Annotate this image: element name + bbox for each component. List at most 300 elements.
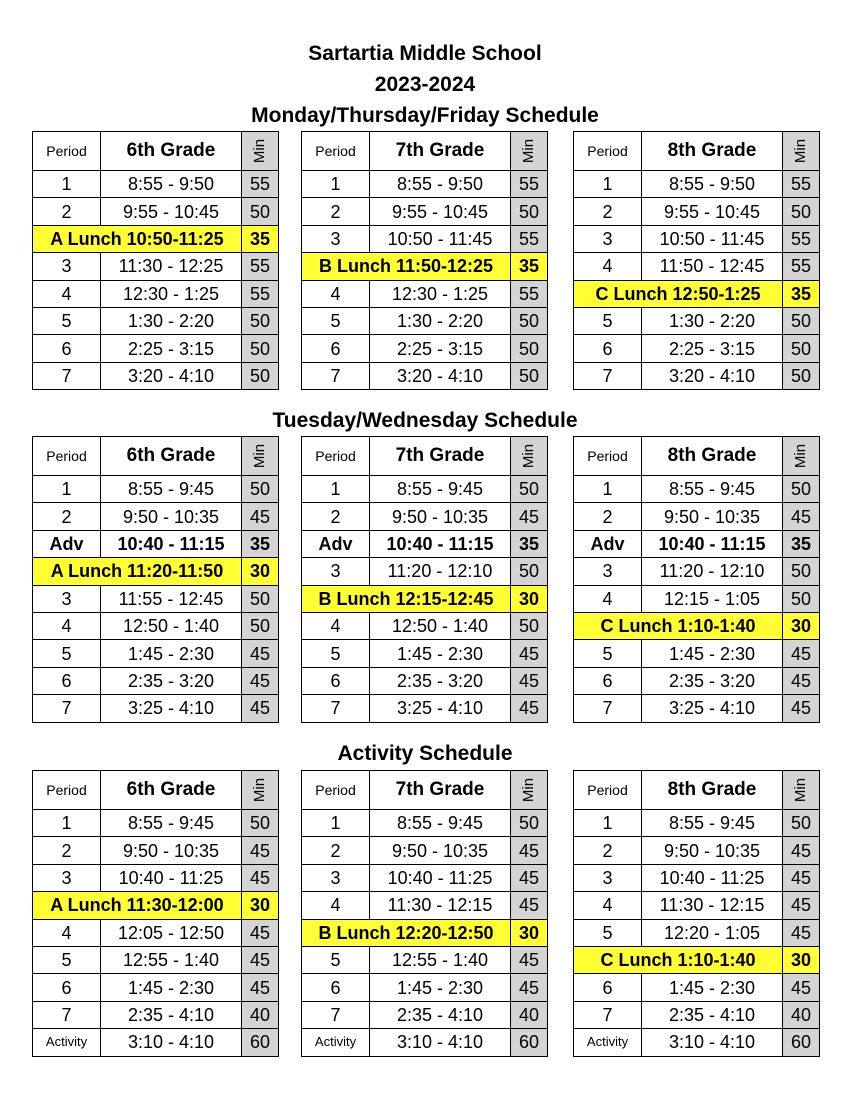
period-cell: 5 <box>33 640 101 667</box>
minutes-cell: 45 <box>783 892 820 919</box>
time-cell: 8:55 - 9:45 <box>642 476 783 503</box>
time-cell: 1:45 - 2:30 <box>642 640 783 667</box>
time-cell: 2:35 - 4:10 <box>370 1001 511 1028</box>
period-cell: 2 <box>302 837 370 864</box>
period-cell: 5 <box>302 307 370 334</box>
minutes-header-cell <box>511 132 548 171</box>
table-row <box>33 307 279 334</box>
school-year: 2023-2024 <box>374 73 476 96</box>
minutes-cell: 50 <box>242 335 279 362</box>
table-row <box>33 171 279 198</box>
time-cell: 1:45 - 2:30 <box>101 974 242 1001</box>
period-cell: 5 <box>33 946 101 973</box>
table-row <box>574 253 820 280</box>
period-cell: 7 <box>574 1001 642 1028</box>
table-row <box>33 667 279 694</box>
time-cell: 9:55 - 10:45 <box>642 198 783 225</box>
period-cell: 7 <box>302 1001 370 1028</box>
period-cell: Activity <box>574 1029 642 1056</box>
period-cell: 7 <box>574 362 642 389</box>
table-row <box>302 640 548 667</box>
lunch-row <box>574 612 820 639</box>
period-header: Period <box>574 132 642 171</box>
grade-header: 7th Grade <box>370 771 511 810</box>
minutes-cell: 45 <box>511 640 548 667</box>
minutes-cell: 45 <box>783 864 820 891</box>
table-row <box>574 585 820 612</box>
minutes-cell: 50 <box>511 307 548 334</box>
time-cell: 2:35 - 3:20 <box>370 667 511 694</box>
schedule-table <box>32 770 279 1057</box>
minutes-cell: 55 <box>783 171 820 198</box>
minutes-cell: 30 <box>511 585 548 612</box>
grade-header: 8th Grade <box>642 771 783 810</box>
table-row <box>302 695 548 722</box>
time-cell: 12:20 - 1:05 <box>642 919 783 946</box>
time-cell: 1:30 - 2:20 <box>370 307 511 334</box>
period-cell: 2 <box>33 198 101 225</box>
time-cell: 12:50 - 1:40 <box>101 612 242 639</box>
minutes-cell: 60 <box>783 1029 820 1056</box>
table-row <box>302 225 548 252</box>
table-row <box>33 640 279 667</box>
period-header: Period <box>33 132 101 171</box>
period-cell: 5 <box>33 307 101 334</box>
table-row <box>574 171 820 198</box>
schedule-table <box>573 436 820 723</box>
period-cell: 1 <box>302 171 370 198</box>
minutes-cell: 50 <box>242 198 279 225</box>
section-title: Activity Schedule <box>337 742 513 765</box>
time-cell: 11:55 - 12:45 <box>101 585 242 612</box>
minutes-cell: 45 <box>242 864 279 891</box>
time-cell: 2:25 - 3:15 <box>642 335 783 362</box>
period-cell: 7 <box>302 362 370 389</box>
minutes-cell: 40 <box>511 1001 548 1028</box>
minutes-cell: 45 <box>242 667 279 694</box>
lunch-cell: B Lunch 12:15-12:45 <box>302 585 511 612</box>
table-row <box>33 503 279 530</box>
period-cell: 1 <box>574 476 642 503</box>
minutes-cell: 45 <box>783 667 820 694</box>
time-cell: 8:55 - 9:50 <box>101 171 242 198</box>
table-row <box>302 974 548 1001</box>
minutes-cell: 45 <box>783 695 820 722</box>
time-cell: 10:40 - 11:25 <box>370 864 511 891</box>
minutes-cell: 30 <box>242 558 279 585</box>
lunch-cell: C Lunch 1:10-1:40 <box>574 946 783 973</box>
table-row <box>574 198 820 225</box>
time-cell: 2:25 - 3:15 <box>101 335 242 362</box>
schedule-table <box>573 770 820 1057</box>
table-header-row <box>33 132 279 171</box>
time-cell: 2:35 - 4:10 <box>101 1001 242 1028</box>
lunch-row <box>302 253 548 280</box>
table-row <box>302 362 548 389</box>
minutes-cell: 45 <box>783 919 820 946</box>
table-header-row <box>574 771 820 810</box>
period-cell: 4 <box>33 919 101 946</box>
period-cell: 5 <box>302 946 370 973</box>
minutes-cell: 35 <box>242 530 279 557</box>
period-cell: 5 <box>574 919 642 946</box>
lunch-row <box>33 892 279 919</box>
period-cell: 3 <box>574 225 642 252</box>
grade-header: 6th Grade <box>101 437 242 476</box>
table-header-row <box>574 437 820 476</box>
time-cell: 3:10 - 4:10 <box>101 1029 242 1056</box>
time-cell: 11:20 - 12:10 <box>370 558 511 585</box>
time-cell: 8:55 - 9:50 <box>642 171 783 198</box>
grade-header: 6th Grade <box>101 771 242 810</box>
lunch-row <box>574 280 820 307</box>
period-cell: 6 <box>574 667 642 694</box>
section-title: Tuesday/Wednesday Schedule <box>272 409 578 432</box>
period-header: Period <box>302 132 370 171</box>
minutes-cell: 50 <box>783 335 820 362</box>
period-cell: 2 <box>33 503 101 530</box>
minutes-cell: 55 <box>511 280 548 307</box>
time-cell: 2:35 - 3:20 <box>642 667 783 694</box>
period-cell: 2 <box>302 198 370 225</box>
table-row <box>33 1029 279 1056</box>
table-row <box>302 503 548 530</box>
period-cell: 4 <box>302 280 370 307</box>
lunch-cell: A Lunch 11:20-11:50 <box>33 558 242 585</box>
minutes-cell: 40 <box>783 1001 820 1028</box>
minutes-cell: 45 <box>783 837 820 864</box>
table-row <box>574 503 820 530</box>
minutes-cell: 50 <box>783 585 820 612</box>
period-header: Period <box>574 771 642 810</box>
time-cell: 10:40 - 11:25 <box>101 864 242 891</box>
table-row <box>574 837 820 864</box>
lunch-cell: B Lunch 12:20-12:50 <box>302 919 511 946</box>
time-cell: 8:55 - 9:50 <box>370 171 511 198</box>
minutes-cell: 50 <box>783 198 820 225</box>
table-row <box>574 810 820 837</box>
minutes-cell: 45 <box>511 503 548 530</box>
table-header-row <box>302 771 548 810</box>
period-cell: 4 <box>33 612 101 639</box>
period-cell: 4 <box>302 892 370 919</box>
table-row <box>574 1001 820 1028</box>
time-cell: 3:10 - 4:10 <box>642 1029 783 1056</box>
minutes-cell: 35 <box>511 253 548 280</box>
table-row <box>302 280 548 307</box>
table-row <box>302 171 548 198</box>
minutes-cell: 45 <box>783 640 820 667</box>
minutes-cell: 45 <box>511 946 548 973</box>
minutes-header-cell <box>783 132 820 171</box>
period-cell: 1 <box>574 810 642 837</box>
period-cell: 3 <box>574 558 642 585</box>
minutes-cell: 40 <box>242 1001 279 1028</box>
minutes-cell: 30 <box>783 612 820 639</box>
minutes-header: Min <box>519 777 537 803</box>
period-cell: 4 <box>574 253 642 280</box>
table-header-row <box>302 437 548 476</box>
time-cell: 11:50 - 12:45 <box>642 253 783 280</box>
table-header-row <box>302 132 548 171</box>
minutes-header: Min <box>519 443 537 469</box>
table-row <box>574 919 820 946</box>
table-row <box>302 558 548 585</box>
period-cell: 6 <box>302 974 370 1001</box>
time-cell: 12:55 - 1:40 <box>370 946 511 973</box>
period-cell: 7 <box>33 695 101 722</box>
period-header: Period <box>33 437 101 476</box>
time-cell: 3:25 - 4:10 <box>370 695 511 722</box>
minutes-cell: 45 <box>783 974 820 1001</box>
period-cell: 1 <box>33 810 101 837</box>
table-row <box>33 864 279 891</box>
lunch-cell: A Lunch 11:30-12:00 <box>33 892 242 919</box>
table-row <box>33 585 279 612</box>
time-cell: 1:45 - 2:30 <box>642 974 783 1001</box>
time-cell: 10:40 - 11:25 <box>642 864 783 891</box>
schedule-table <box>32 131 279 390</box>
time-cell: 1:45 - 2:30 <box>370 974 511 1001</box>
minutes-header-cell <box>242 132 279 171</box>
time-cell: 10:50 - 11:45 <box>370 225 511 252</box>
minutes-cell: 45 <box>511 667 548 694</box>
period-cell: 2 <box>574 837 642 864</box>
table-row <box>302 612 548 639</box>
time-cell: 3:25 - 4:10 <box>101 695 242 722</box>
table-row <box>33 695 279 722</box>
minutes-cell: 30 <box>511 919 548 946</box>
time-cell: 8:55 - 9:45 <box>101 810 242 837</box>
table-row <box>574 667 820 694</box>
minutes-cell: 35 <box>511 530 548 557</box>
schedule-table <box>301 131 548 390</box>
grade-header: 7th Grade <box>370 437 511 476</box>
period-cell: 1 <box>33 476 101 503</box>
period-cell: 6 <box>574 974 642 1001</box>
time-cell: 1:30 - 2:20 <box>101 307 242 334</box>
time-cell: 3:20 - 4:10 <box>101 362 242 389</box>
table-row <box>302 667 548 694</box>
grade-header: 8th Grade <box>642 437 783 476</box>
period-cell: 4 <box>302 612 370 639</box>
time-cell: 8:55 - 9:45 <box>370 476 511 503</box>
minutes-cell: 35 <box>242 225 279 252</box>
minutes-cell: 45 <box>783 503 820 530</box>
minutes-cell: 55 <box>242 280 279 307</box>
minutes-cell: 50 <box>783 476 820 503</box>
minutes-cell: 45 <box>511 695 548 722</box>
time-cell: 12:50 - 1:40 <box>370 612 511 639</box>
period-cell: 5 <box>574 307 642 334</box>
lunch-row <box>302 919 548 946</box>
table-row <box>33 280 279 307</box>
minutes-cell: 55 <box>511 225 548 252</box>
minutes-cell: 50 <box>511 476 548 503</box>
minutes-cell: 45 <box>511 974 548 1001</box>
period-cell: 1 <box>302 476 370 503</box>
time-cell: 12:55 - 1:40 <box>101 946 242 973</box>
minutes-cell: 50 <box>242 810 279 837</box>
period-cell: 6 <box>33 974 101 1001</box>
table-row <box>302 530 548 557</box>
table-row <box>302 307 548 334</box>
table-row <box>574 335 820 362</box>
period-cell: 7 <box>33 362 101 389</box>
minutes-header: Min <box>250 138 268 164</box>
table-row <box>33 198 279 225</box>
period-cell: 6 <box>302 335 370 362</box>
table-row <box>302 476 548 503</box>
table-row <box>302 810 548 837</box>
lunch-cell: C Lunch 1:10-1:40 <box>574 612 783 639</box>
time-cell: 11:30 - 12:15 <box>642 892 783 919</box>
minutes-cell: 45 <box>511 864 548 891</box>
schedule-table <box>301 770 548 1057</box>
period-cell: 3 <box>574 864 642 891</box>
table-row <box>302 1001 548 1028</box>
table-row <box>33 974 279 1001</box>
period-header: Period <box>302 771 370 810</box>
time-cell: 8:55 - 9:45 <box>642 810 783 837</box>
school-name: Sartartia Middle School <box>308 42 542 65</box>
time-cell: 2:35 - 3:20 <box>101 667 242 694</box>
minutes-cell: 45 <box>242 695 279 722</box>
period-cell: 2 <box>574 198 642 225</box>
period-cell: 3 <box>302 864 370 891</box>
table-row <box>302 864 548 891</box>
minutes-cell: 50 <box>511 612 548 639</box>
time-cell: 10:40 - 11:15 <box>642 530 783 557</box>
time-cell: 9:55 - 10:45 <box>101 198 242 225</box>
table-row <box>574 864 820 891</box>
grade-header: 8th Grade <box>642 132 783 171</box>
minutes-cell: 50 <box>511 810 548 837</box>
minutes-header: Min <box>791 443 809 469</box>
lunch-cell: A Lunch 10:50-11:25 <box>33 225 242 252</box>
time-cell: 11:30 - 12:15 <box>370 892 511 919</box>
table-row <box>302 946 548 973</box>
schedule-table <box>32 436 279 723</box>
time-cell: 9:50 - 10:35 <box>642 837 783 864</box>
table-row <box>574 974 820 1001</box>
table-row <box>302 1029 548 1056</box>
lunch-row <box>33 558 279 585</box>
table-row <box>302 892 548 919</box>
minutes-cell: 30 <box>783 946 820 973</box>
lunch-row <box>574 946 820 973</box>
section-title: Monday/Thursday/Friday Schedule <box>251 104 599 127</box>
time-cell: 12:30 - 1:25 <box>101 280 242 307</box>
time-cell: 9:50 - 10:35 <box>370 503 511 530</box>
grade-header: 7th Grade <box>370 132 511 171</box>
table-row <box>33 1001 279 1028</box>
period-cell: Activity <box>302 1029 370 1056</box>
period-cell: 5 <box>302 640 370 667</box>
minutes-header-cell <box>511 437 548 476</box>
minutes-cell: 35 <box>783 530 820 557</box>
minutes-header: Min <box>791 777 809 803</box>
period-cell: 4 <box>33 280 101 307</box>
table-row <box>574 695 820 722</box>
minutes-cell: 55 <box>242 253 279 280</box>
period-cell: 3 <box>33 585 101 612</box>
time-cell: 8:55 - 9:45 <box>101 476 242 503</box>
period-cell: 1 <box>574 171 642 198</box>
minutes-header: Min <box>791 138 809 164</box>
period-cell: 6 <box>33 335 101 362</box>
period-cell: 4 <box>574 892 642 919</box>
minutes-cell: 45 <box>511 837 548 864</box>
period-cell: Activity <box>33 1029 101 1056</box>
time-cell: 9:50 - 10:35 <box>101 503 242 530</box>
period-cell: 3 <box>302 225 370 252</box>
minutes-cell: 45 <box>242 946 279 973</box>
period-cell: 5 <box>574 640 642 667</box>
table-row <box>33 946 279 973</box>
period-cell: Adv <box>302 530 370 557</box>
period-cell: 3 <box>33 864 101 891</box>
time-cell: 1:45 - 2:30 <box>101 640 242 667</box>
time-cell: 3:20 - 4:10 <box>642 362 783 389</box>
minutes-cell: 55 <box>783 225 820 252</box>
period-cell: 3 <box>33 253 101 280</box>
minutes-cell: 45 <box>242 503 279 530</box>
period-cell: 1 <box>33 171 101 198</box>
table-row <box>33 253 279 280</box>
minutes-cell: 45 <box>242 640 279 667</box>
table-row <box>574 225 820 252</box>
time-cell: 9:55 - 10:45 <box>370 198 511 225</box>
time-cell: 9:50 - 10:35 <box>642 503 783 530</box>
time-cell: 3:25 - 4:10 <box>642 695 783 722</box>
minutes-cell: 35 <box>783 280 820 307</box>
table-header-row <box>33 771 279 810</box>
period-header: Period <box>33 771 101 810</box>
time-cell: 9:50 - 10:35 <box>370 837 511 864</box>
time-cell: 12:30 - 1:25 <box>370 280 511 307</box>
period-cell: 1 <box>302 810 370 837</box>
time-cell: 3:20 - 4:10 <box>370 362 511 389</box>
grade-header: 6th Grade <box>101 132 242 171</box>
time-cell: 2:25 - 3:15 <box>370 335 511 362</box>
schedule-table <box>573 131 820 390</box>
minutes-cell: 45 <box>242 974 279 1001</box>
minutes-cell: 50 <box>511 362 548 389</box>
minutes-cell: 55 <box>783 253 820 280</box>
minutes-header-cell <box>242 437 279 476</box>
time-cell: 11:20 - 12:10 <box>642 558 783 585</box>
period-header: Period <box>302 437 370 476</box>
table-row <box>302 335 548 362</box>
minutes-cell: 60 <box>511 1029 548 1056</box>
period-cell: Adv <box>574 530 642 557</box>
period-header: Period <box>574 437 642 476</box>
time-cell: 12:05 - 12:50 <box>101 919 242 946</box>
time-cell: 1:30 - 2:20 <box>642 307 783 334</box>
minutes-header-cell <box>511 771 548 810</box>
minutes-cell: 50 <box>511 198 548 225</box>
period-cell: 2 <box>33 837 101 864</box>
time-cell: 12:15 - 1:05 <box>642 585 783 612</box>
period-cell: 2 <box>302 503 370 530</box>
time-cell: 10:50 - 11:45 <box>642 225 783 252</box>
minutes-cell: 50 <box>783 362 820 389</box>
table-row <box>33 530 279 557</box>
table-row <box>574 892 820 919</box>
period-cell: 2 <box>574 503 642 530</box>
table-row <box>574 1029 820 1056</box>
